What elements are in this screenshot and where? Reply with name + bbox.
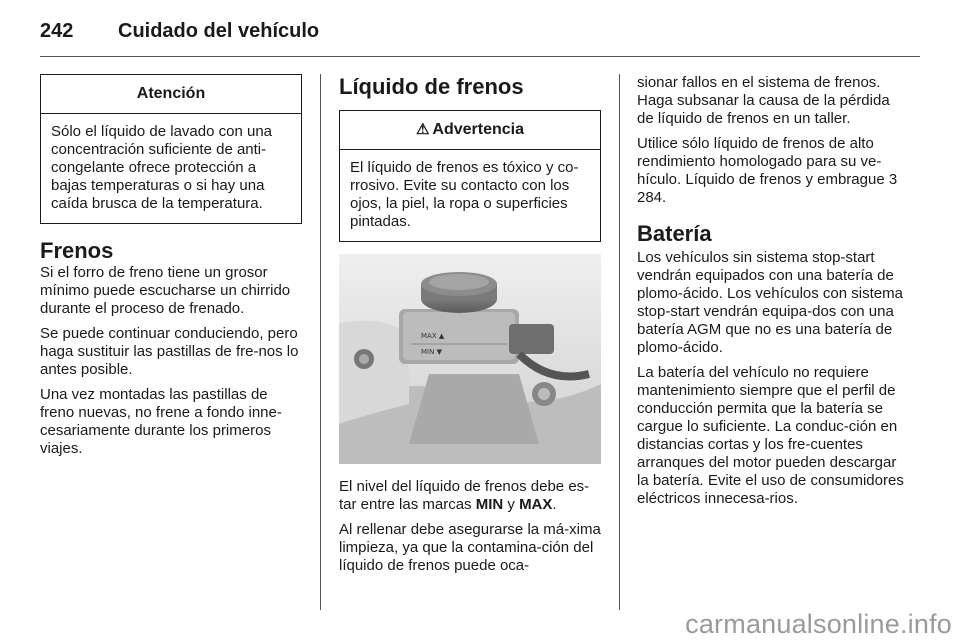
attention-text: Sólo el líquido de lavado con una concentración suficiente de anti-congelante ofrece protección a bajas temperaturas o si hay una caída brusca de la temperatura. [51, 123, 273, 212]
max-mark-label: MAX ▲ [421, 332, 445, 340]
page-header [40, 14, 920, 50]
warning-triangle-icon: ⚠ [415, 121, 430, 138]
column-1 [40, 74, 302, 465]
column-divider [619, 74, 620, 610]
chapter-title: Cuidado del vehículo [118, 20, 320, 42]
section-title-bateria: Batería [637, 221, 712, 246]
min-mark: MIN [475, 496, 504, 513]
section-title-frenos: Frenos [40, 238, 114, 263]
paragraph: Una vez montadas las pastillas de freno nuevas, no frene a fondo inne-cesariamente durante los primeros viajes. [40, 386, 282, 457]
warning-text: El líquido de frenos es tóxico y co-rrosivo. Evite su contacto con los ojos, la piel, la ropa o superficies pintadas. [350, 159, 579, 230]
warning-box [339, 110, 601, 242]
paragraph-reference[interactable]: Utilice sólo líquido de frenos de alto rendimiento homologado para su ve-hículo. Líquido de frenos y embrague 3 284. [637, 135, 898, 206]
paragraph: Los vehículos sin sistema stop-start vendrán equipados con una batería de plomo-ácido. Los vehículos con sistema stop-start vendrán equipa-dos con una batería AGM que no es una batería de plomo-ácido. [637, 249, 903, 356]
column-2 [339, 74, 601, 582]
paragraph: sionar fallos en el sistema de frenos. Haga subsanar la causa de la pérdida de líquido de frenos en un taller. [637, 74, 890, 127]
min-mark-label: MIN ▼ [421, 348, 442, 356]
watermark-site: carmanualsonline.info [685, 609, 952, 639]
brake-fluid-reservoir-photo [339, 254, 601, 464]
attention-title: Atención [41, 75, 301, 114]
warning-title-text: Advertencia [432, 121, 525, 138]
section-title-liquido-frenos: Líquido de frenos [339, 74, 524, 99]
attention-box [40, 74, 302, 224]
warning-title [340, 111, 600, 150]
page-number: 242 [40, 20, 74, 42]
paragraph: La batería del vehículo no requiere mantenimiento siempre que el perfil de conducción permita que la batería se cargue lo suficiente. La conduc-ción en distancias cortas y los fre-cuentes arranques del motor pueden descargar la batería. Evite el uso de consumidores eléctricos innecesa-rios. [637, 364, 904, 507]
column-divider [320, 74, 321, 610]
paragraph: Si el forro de freno tiene un grosor mínimo puede escucharse un chirrido durante el proceso de frenado. [40, 264, 291, 317]
header-divider [40, 56, 920, 57]
paragraph: Se puede continuar conduciendo, pero haga sustituir las pastillas de fre-nos lo antes posible. [40, 325, 299, 378]
max-mark: MAX [519, 496, 553, 513]
refill-paragraph: Al rellenar debe asegurarse la má-xima limpieza, ya que la contamina-ción del líquido de frenos puede oca- [339, 521, 601, 574]
level-paragraph: El nivel del líquido de frenos debe es-tar entre las marcas MIN y MAX. [339, 478, 590, 513]
column-3 [637, 74, 905, 515]
